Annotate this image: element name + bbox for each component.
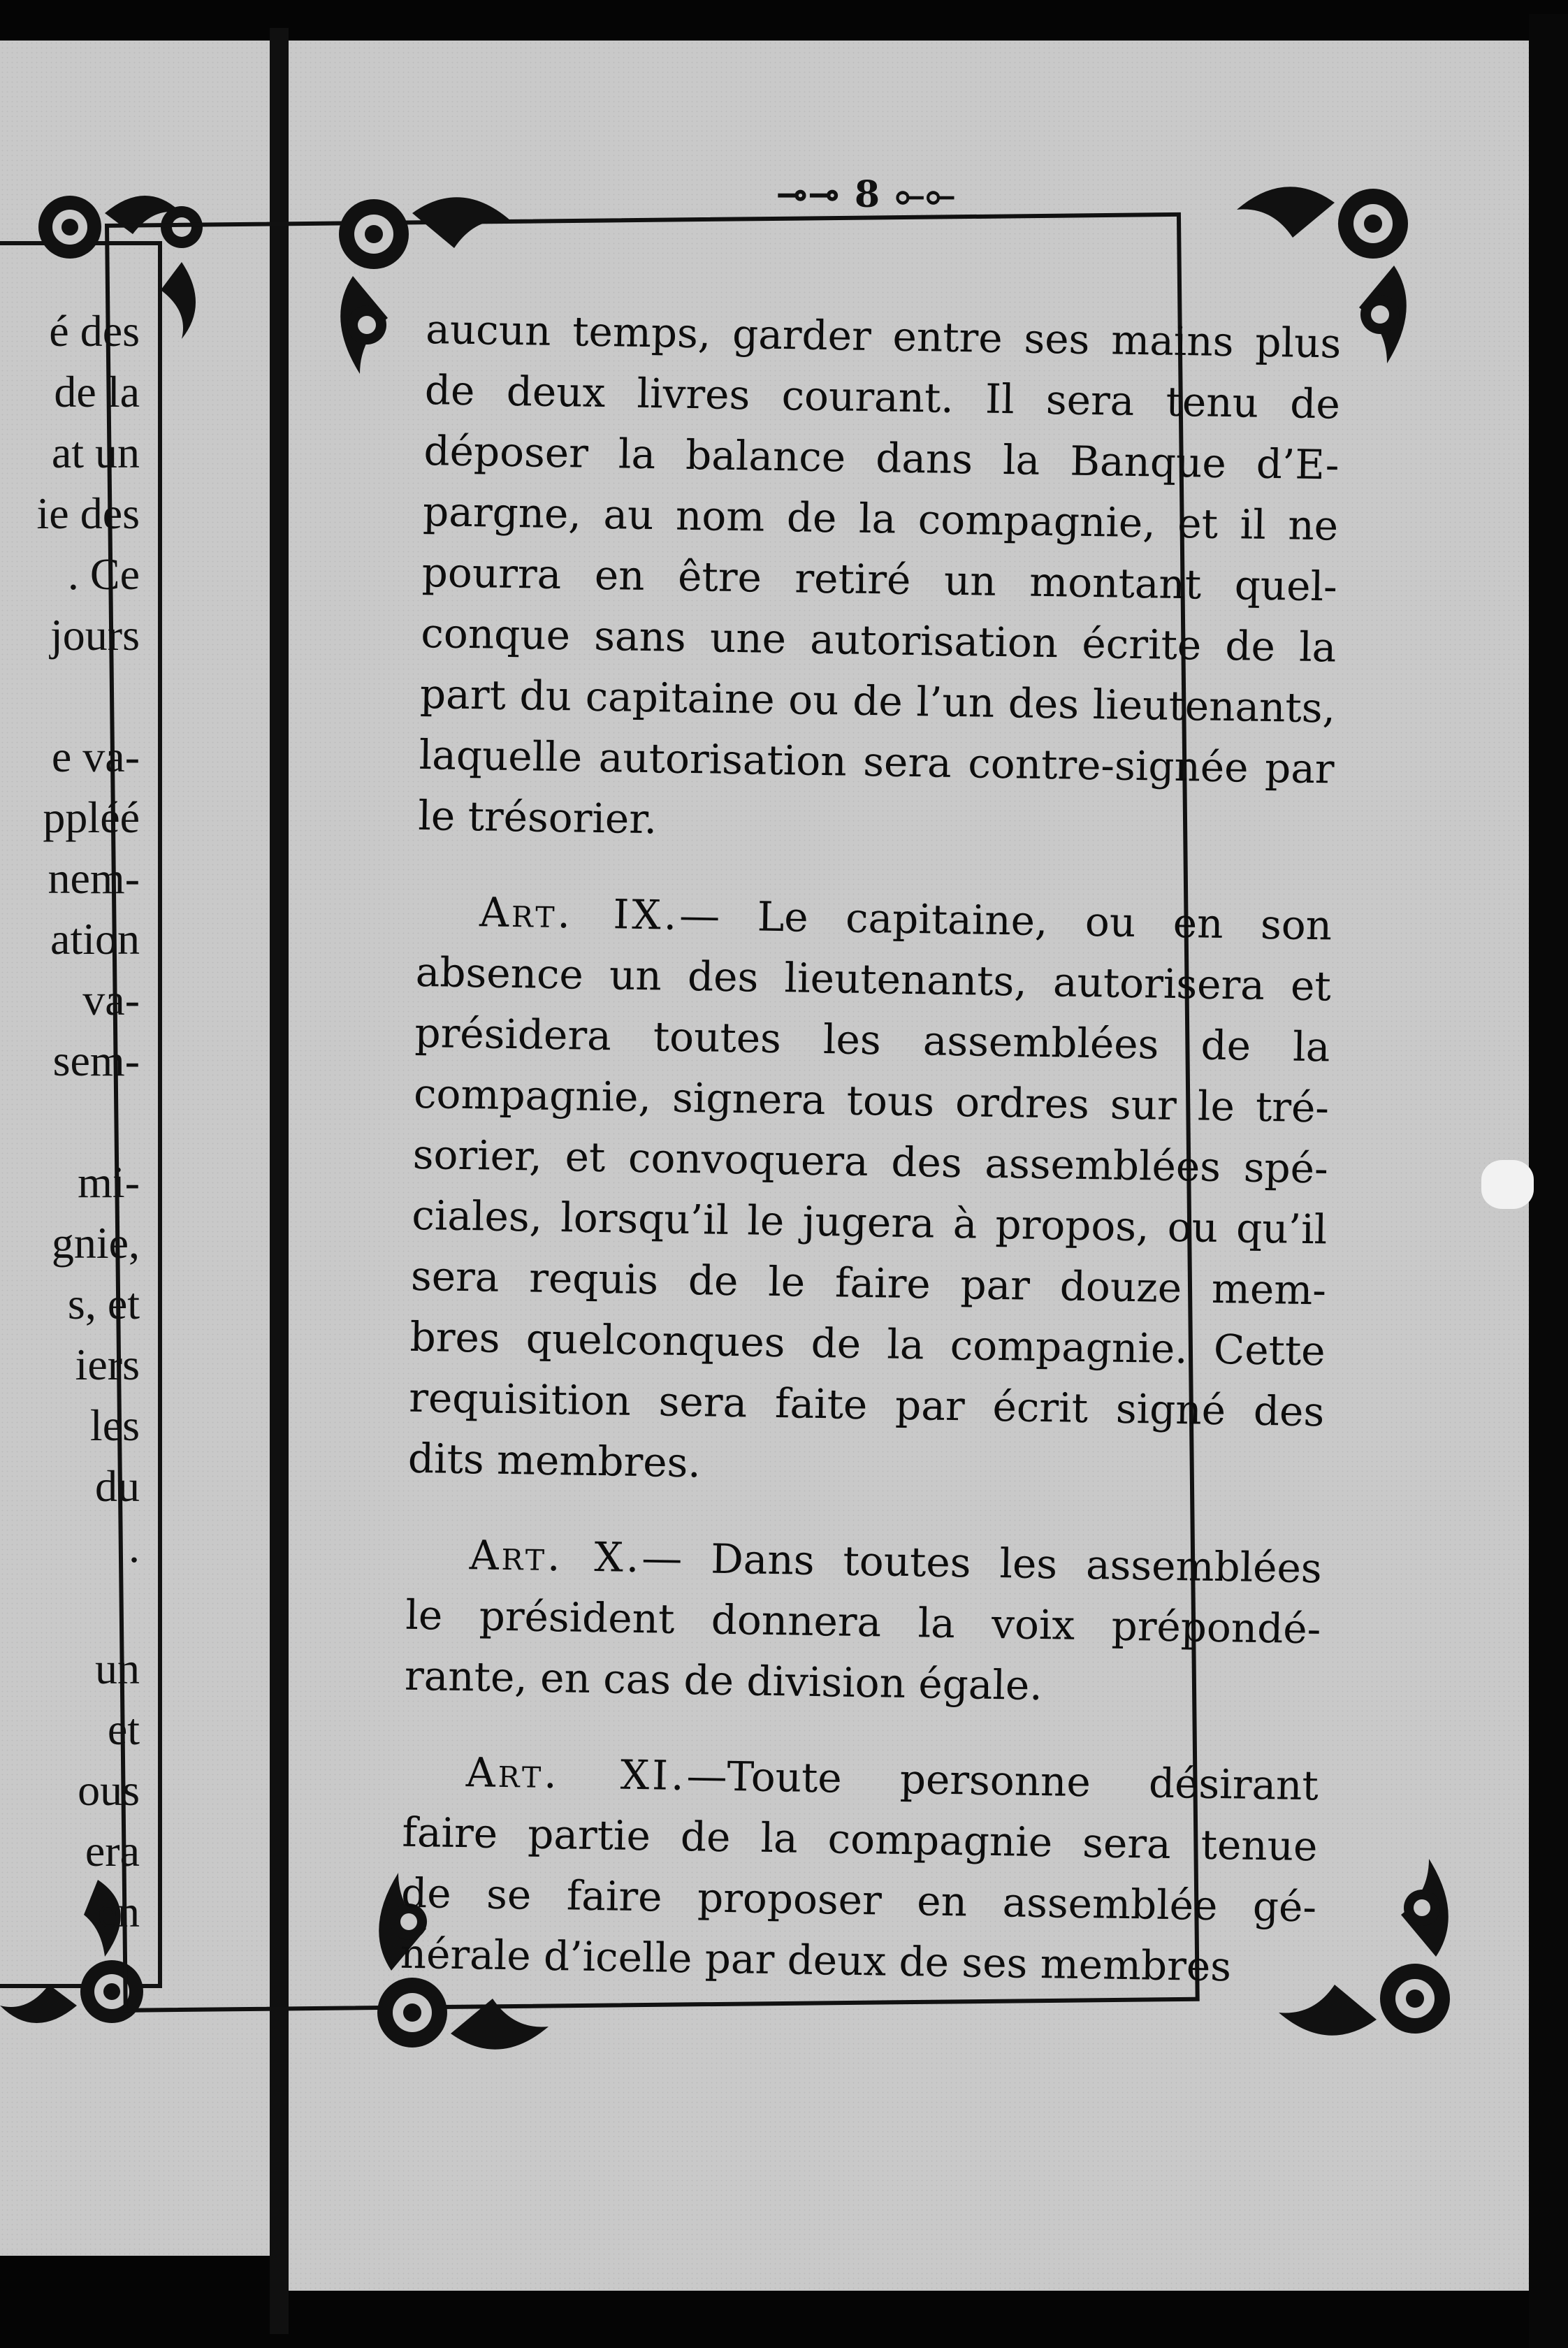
left-fragment-line: mi- <box>78 1157 140 1207</box>
article-first-line: — Dans toutes les assemblées <box>641 1534 1323 1593</box>
left-fragment-line: nem- <box>48 853 140 903</box>
article-label: Art. X. <box>469 1531 642 1582</box>
page-number-value: 8 <box>854 173 882 216</box>
text-line: conque sans une autorisation écrite de la <box>420 609 1337 672</box>
left-fragment-line: ppléé <box>43 792 140 842</box>
article-first-line: —Toute personne désirant <box>686 1752 1319 1810</box>
text-line: pourra en être retiré un montant quel- <box>421 548 1338 611</box>
left-fragment-line: un <box>95 1644 140 1693</box>
text-line: déposer la balance dans la Banque d’E- <box>423 426 1340 489</box>
text-line: rante, en cas de division égale. <box>404 1651 1043 1710</box>
text-line: dits membres. <box>407 1434 702 1487</box>
text-line: laquelle autorisation sera contre-signée par <box>419 730 1335 793</box>
left-fragment-line: les <box>89 1400 140 1450</box>
text-line: le président donnera la voix prépondé- <box>405 1590 1321 1653</box>
left-fragment-line: de la <box>54 367 140 416</box>
page-number <box>762 173 971 217</box>
paper-stain <box>1481 1160 1534 1209</box>
text-line: nérale d’icelle par deux de ses membres <box>400 1929 1232 1991</box>
text-line: le trésorier. <box>417 791 658 843</box>
text-line: pargne, au nom de la compagnie, et il ne <box>422 487 1339 550</box>
article-label: Art. XI. <box>465 1748 688 1800</box>
left-fragment-line: e va- <box>51 732 140 781</box>
left-fragment-line: era <box>85 1826 140 1876</box>
left-fragment-line: et <box>107 1704 140 1754</box>
text-line: sorier, et convoquera des assemblées spé- <box>412 1130 1329 1193</box>
article-first-line: — Le capitaine, ou en son <box>678 891 1333 950</box>
article-label: Art. IX. <box>479 888 680 939</box>
left-fragment-line: sem- <box>52 1036 140 1085</box>
text-line: de deux livres courant. Il sera tenu de <box>424 365 1341 428</box>
left-fragment-line: ation <box>50 914 140 964</box>
left-fragment-line: é des <box>49 306 140 356</box>
text-line: sera requis de le faire par douze mem- <box>410 1252 1327 1314</box>
right-page-text <box>400 299 1342 1999</box>
text-line: bres quelconques de la compagnie. Cette <box>409 1312 1326 1375</box>
scan-edge <box>1529 14 1568 2348</box>
left-fragment-line: ie des <box>36 488 140 538</box>
left-fragment-line: gnie, <box>51 1218 140 1268</box>
text-line: part du capitaine ou de l’un des lieutenants, <box>419 669 1336 732</box>
text-line: de se faire proposer en assemblée gé- <box>400 1869 1317 1932</box>
left-fragment-line: . <box>129 1522 140 1572</box>
text-line: faire partie de la compagnie sera tenue <box>402 1808 1318 1871</box>
text-line: aucun temps, garder entre ses mains plus <box>425 305 1342 368</box>
text-line: requisition sera faite par écrit signé des <box>408 1373 1325 1436</box>
left-fragment-line: du <box>95 1461 140 1511</box>
article-x <box>404 1524 1322 1721</box>
article-xi <box>400 1741 1319 1999</box>
text-line: ciales, lorsqu’il le jugera à propos, ou qu’il <box>411 1191 1328 1254</box>
left-fragment-line: . Ce <box>67 549 140 599</box>
paragraph-continuation <box>418 299 1342 860</box>
left-fragment-line: s, et <box>67 1279 140 1328</box>
text-line: absence un des lieutenants, autorisera et <box>415 948 1332 1010</box>
text-line: présidera toutes les assemblées de la <box>414 1008 1330 1071</box>
left-fragment-line: va- <box>82 975 140 1024</box>
article-ix <box>407 881 1333 1503</box>
left-fragment-line: at un <box>51 428 140 477</box>
ornament-right-icon: ⟜⟜ <box>895 173 957 216</box>
left-fragment-line: en <box>97 1887 140 1936</box>
left-fragment-line: jours <box>50 610 140 660</box>
left-fragment-line: iers <box>75 1340 140 1389</box>
ornament-left-icon: ⊸⊸ <box>776 173 841 216</box>
left-fragment-line: ous <box>78 1765 140 1815</box>
text-line: compagnie, signera tous ordres sur le tré- <box>413 1069 1330 1132</box>
